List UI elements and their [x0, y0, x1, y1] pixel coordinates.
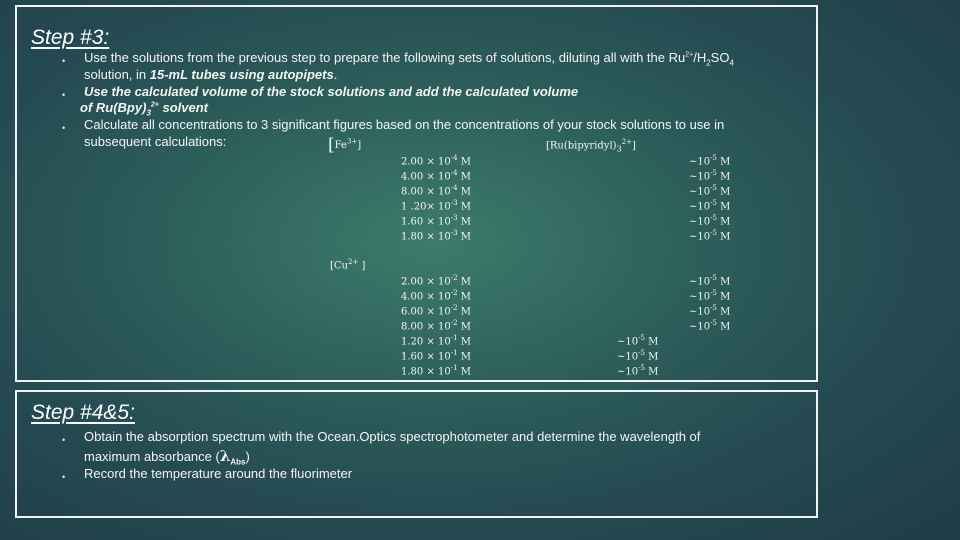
step45-bullet1-line1: Obtain the absorption spectrum with the Ocean.Optics spectrophotometer and determine the wavelength of	[84, 429, 701, 444]
ru-header: $[Ru(bipyridyl)_3^{2+}]$	[546, 138, 636, 154]
step3-bullet2-line2: of $Ru(Bpy)_3^{2+}$ solvent	[80, 100, 208, 118]
table-row: $1.20 \times 10^{-1}$ M	[401, 334, 471, 348]
step3-heading: Step #3:	[31, 26, 110, 49]
table-row: $8.00 \times 10^{-2}$ M	[401, 319, 471, 333]
fe-concentration-column	[401, 151, 471, 241]
step3-bullet2-line1: Use the calculated volume of the stock solutions and add the calculated volume	[84, 84, 579, 99]
step3-bullet1-line1: Use the solutions from the previous step to prepare the following sets of solutions, diluting all with the $Ru^{2+}/H_2SO_4$	[84, 50, 734, 68]
cu-concentration-column	[401, 271, 471, 376]
table-row: $\sim 10^{-5}$ M	[617, 349, 659, 363]
step45-bullet1-line2: maximum absorbance $(\lambda_{Abs})$	[84, 447, 250, 467]
table-row: $2.00 \times 10^{-2}$ M	[401, 274, 471, 288]
bullet-icon: •	[62, 123, 66, 133]
table-row: $\sim 10^{-5}$ M	[617, 364, 659, 378]
table-row: $\sim 10^{-5}$ M	[689, 169, 731, 183]
table-row: $\sim 10^{-5}$ M	[689, 154, 731, 168]
table-row: $1.60 \times 10^{-3}$ M	[401, 214, 471, 228]
step3-bullet1-line2: solution, in 15-mL tubes using autopipets.	[84, 67, 338, 82]
table-row: $\sim 10^{-5}$ M	[689, 229, 731, 243]
table-row: $\sim 10^{-5}$ M	[689, 184, 731, 198]
cu-ru-column-middle	[617, 331, 658, 376]
step45-bullet2: Record the temperature around the fluorimeter	[84, 466, 353, 481]
table-row: $4.00 \times 10^{-4}$ M	[401, 169, 471, 183]
bullet-icon: •	[62, 56, 66, 66]
table-row: $\sim 10^{-5}$ M	[689, 289, 731, 303]
table-row: 1 $.20\times 10^{-3}$ M	[401, 199, 471, 213]
step45-heading: Step #4&5:	[31, 401, 135, 424]
bullet-icon: •	[62, 90, 66, 100]
table-row: $\sim 10^{-5}$ M	[689, 214, 731, 228]
table-row: $8.00 \times 10^{-4}$ M	[401, 184, 471, 198]
table-row: $2.00 \times 10^{-4}$ M	[401, 154, 471, 168]
fe-ru-column	[689, 151, 730, 241]
table-row: $1.80 \times 10^{-3}$ M	[401, 229, 471, 243]
table-row: $1.80 \times 10^{-1}$ M	[401, 364, 471, 378]
fe-header: $[Fe^{3+}]$	[328, 135, 362, 155]
cu-header: [$Cu^{2+}$ ]	[330, 258, 366, 272]
lambda-symbol: λ	[219, 447, 231, 465]
table-row: $\sim 10^{-5}$ M	[689, 304, 731, 318]
table-row: $1.60 \times 10^{-1}$ M	[401, 349, 471, 363]
step3-bullet3-line2: subsequent calculations:	[84, 134, 227, 149]
table-row: $\sim 10^{-5}$ M	[689, 199, 731, 213]
bullet-icon: •	[62, 435, 66, 445]
table-row: $\sim 10^{-5}$ M	[617, 334, 659, 348]
step3-bullet3-line1: Calculate all concentrations to 3 significant figures based on the concentrations of your stock solutions to use in	[84, 117, 725, 132]
table-row: $\sim 10^{-5}$ M	[689, 319, 731, 333]
bullet-icon: •	[62, 472, 66, 482]
table-row: $\sim 10^{-5}$ M	[689, 274, 731, 288]
table-row: $4.00 \times 10^{-2}$ M	[401, 289, 471, 303]
cu-ru-column-right	[689, 271, 730, 331]
table-row: $6.00 \times 10^{-2}$ M	[401, 304, 471, 318]
